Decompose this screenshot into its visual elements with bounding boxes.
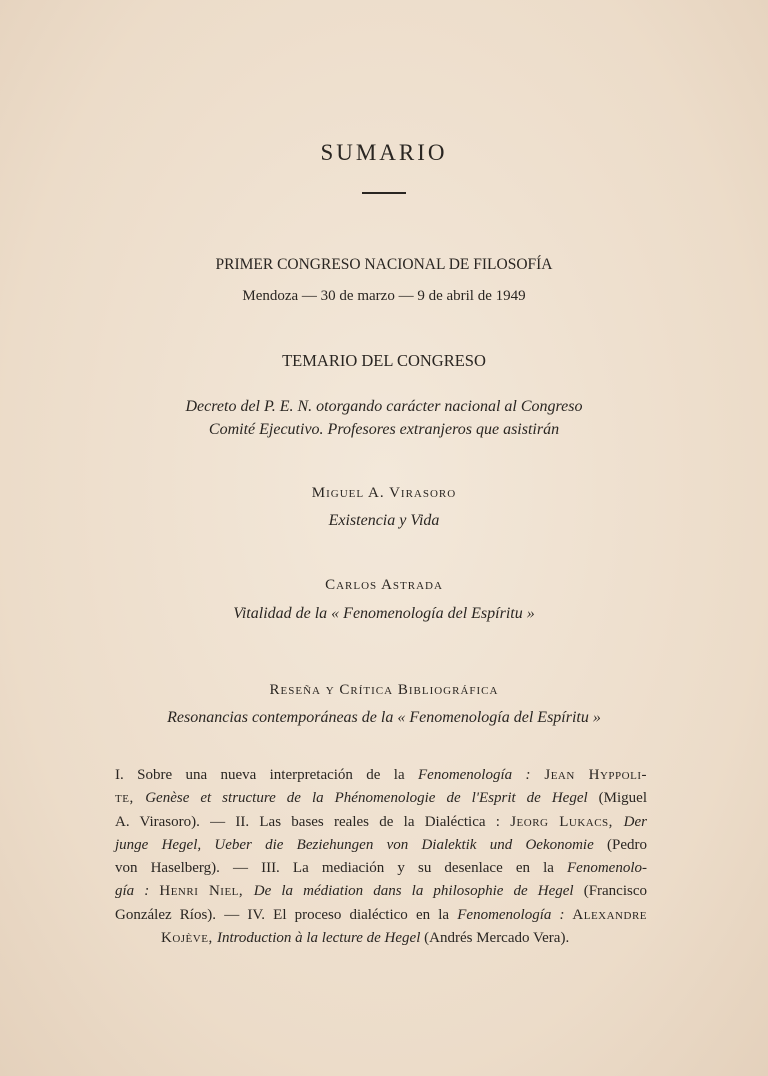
review-text-segment: A. Virasoro). — II. Las bases reales de la Dialéctica : bbox=[115, 813, 511, 830]
review-text-segment: junge Hegel, Ueber die Beziehungen von Dialektik und Oekonomie bbox=[115, 836, 594, 853]
title-divider bbox=[362, 192, 406, 194]
review-text-segment: Henri Niel, bbox=[159, 883, 254, 900]
review-text-segment: Genèse et structure de la Phénomenologie de l'Esprit de Hegel bbox=[145, 790, 588, 807]
review-line bbox=[115, 811, 647, 834]
temario-line-1: Decreto del P. E. N. otorgando carácter nacional al Congreso bbox=[185, 398, 583, 415]
article-author-1: Miguel A. Virasoro bbox=[311, 485, 457, 501]
review-line bbox=[115, 880, 647, 903]
review-line bbox=[115, 904, 647, 927]
review-text-segment: te, bbox=[115, 790, 146, 807]
review-text-segment: Fenomenolo- bbox=[567, 860, 647, 877]
article-author-2: Carlos Astrada bbox=[325, 577, 443, 593]
review-text-segment: Alexandre bbox=[564, 906, 647, 923]
review-text-segment: De la médiation dans la philosophie de Hegel bbox=[253, 883, 574, 900]
review-line bbox=[115, 834, 647, 857]
review-text-segment: (Miguel bbox=[587, 790, 647, 807]
review-section-subtitle: Resonancias contemporáneas de la « Fenomenología del Espíritu » bbox=[167, 709, 601, 726]
review-text-segment: (Pedro bbox=[593, 836, 648, 853]
review-line bbox=[115, 764, 647, 787]
congress-name: PRIMER CONGRESO NACIONAL DE FILOSOFÍA bbox=[215, 256, 553, 273]
review-text-segment: Fenomenología : bbox=[418, 767, 531, 783]
review-text-segment: von Haselberg). — III. La mediación y su desenlace en la bbox=[115, 860, 568, 877]
review-text-segment: Introduction à la lecture de Hegel bbox=[216, 930, 421, 947]
review-text-segment: gía : bbox=[115, 883, 160, 900]
review-line bbox=[115, 787, 647, 810]
congress-dates: Mendoza — 30 de marzo — 9 de abril de 1949 bbox=[242, 288, 526, 304]
review-text-segment: Jean Hyppoli- bbox=[530, 767, 647, 783]
article-title-1: Existencia y Vida bbox=[328, 512, 440, 529]
temario-line-2: Comité Ejecutivo. Profesores extranjeros que asistirán bbox=[208, 421, 560, 438]
page-title: SUMARIO bbox=[320, 140, 448, 165]
temario-heading: TEMARIO DEL CONGRESO bbox=[282, 351, 486, 370]
review-line bbox=[115, 857, 647, 880]
review-section-heading: Reseña y Crítica Bibliográfica bbox=[269, 682, 499, 698]
review-text-segment: Kojève, bbox=[161, 930, 217, 947]
review-text-segment: Jeorg Lukacs, bbox=[510, 813, 624, 830]
review-text-segment: González Ríos). — IV. El proceso dialéctico en la bbox=[115, 906, 458, 923]
review-text-segment: Der bbox=[623, 813, 647, 830]
review-text-segment: I. Sobre una nueva interpretación de la bbox=[115, 767, 418, 783]
review-text-segment: (Andrés Mercado Vera). bbox=[420, 930, 570, 947]
review-paragraph bbox=[115, 764, 647, 950]
review-text-segment: Fenomenología : bbox=[457, 906, 565, 923]
review-line bbox=[115, 927, 647, 950]
review-text-segment: (Francisco bbox=[573, 883, 648, 900]
article-title-2: Vitalidad de la « Fenomenología del Espíritu » bbox=[233, 605, 535, 622]
